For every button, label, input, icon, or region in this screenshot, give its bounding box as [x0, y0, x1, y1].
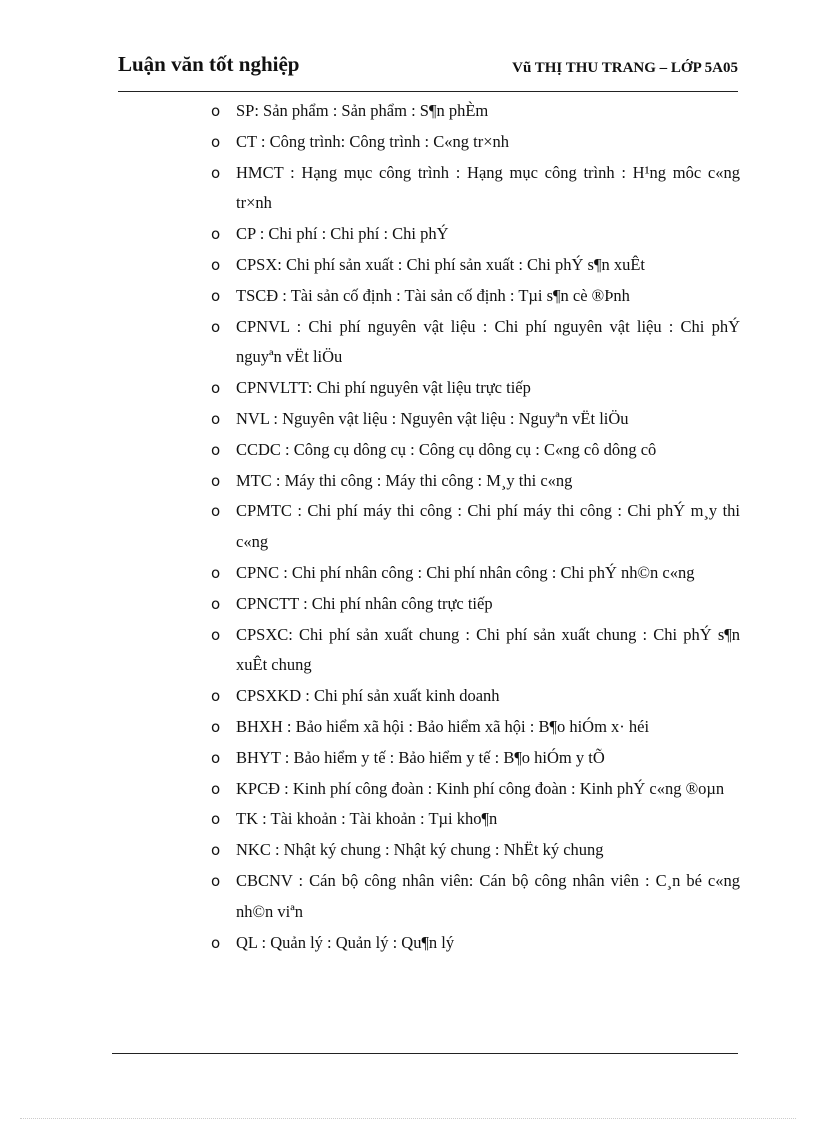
page-bottom-edge [20, 1118, 796, 1119]
list-item-text: BHXH : Bảo hiểm xã hội : Bảo hiểm xã hội : B¶o hiÓm x· héi [236, 716, 650, 736]
list-item-text: CP : Chi phí : Chi phí : Chi phÝ [236, 224, 449, 244]
list-item-text: MTC : Máy thi công : Máy thi công : M¸y thi c«ng [236, 470, 573, 490]
list-item [205, 558, 740, 589]
list-item [205, 219, 740, 250]
list-item-text: TK : Tài khoản : Tài khoản : Tµi kho¶n [236, 809, 498, 829]
header-author: Vũ THỊ THU TRANG – LỚP 5A05 [512, 60, 738, 76]
list-item-text: HMCT : Hạng mục công trình : Hạng mục công trình : H¹ng môc c«ng tr×nh [236, 162, 740, 213]
list-item [205, 774, 740, 805]
list-item-text: BHYT : Bảo hiểm y tế : Bảo hiểm y tế : B¶o hiÓm y tÕ [236, 747, 605, 767]
hollow-bullet-icon: o [211, 717, 221, 736]
list-item [205, 312, 740, 374]
hollow-bullet-icon: o [211, 748, 221, 767]
list-item [205, 589, 740, 620]
list-item-text: CPNVLTT: Chi phí nguyên vật liệu trực tiếp [236, 378, 531, 398]
list-item [205, 158, 740, 220]
list-item-text: CCDC : Công cụ dông cụ : Công cụ dông cụ : C«ng cô dông cô [236, 439, 657, 459]
list-item [205, 681, 740, 712]
hollow-bullet-icon: o [211, 379, 221, 398]
list-item-text: CBCNV : Cán bộ công nhân viên: Cán bộ công nhân viên : C¸n bé c«ng nh©n viªn [236, 870, 740, 921]
hollow-bullet-icon: o [211, 163, 221, 182]
list-item [205, 127, 740, 158]
list-item [205, 743, 740, 774]
list-item [205, 835, 740, 866]
list-item [205, 250, 740, 281]
list-item [205, 804, 740, 835]
hollow-bullet-icon: o [211, 409, 221, 428]
list-item-text: NKC : Nhật ký chung : Nhật ký chung : NhËt ký chung [236, 840, 604, 860]
list-item-text: QL : Quản lý : Quản lý : Qu¶n lý [236, 932, 455, 952]
hollow-bullet-icon: o [211, 594, 221, 613]
list-item-text: CPNCTT : Chi phí nhân công trực tiếp [236, 593, 493, 613]
hollow-bullet-icon: o [211, 471, 221, 490]
hollow-bullet-icon: o [211, 563, 221, 582]
header-title: Luận văn tốt nghiệp [118, 52, 300, 76]
hollow-bullet-icon: o [211, 102, 221, 120]
hollow-bullet-icon: o [211, 933, 221, 952]
list-item [205, 404, 740, 435]
list-item [205, 620, 740, 682]
list-item-text: CT : Công trình: Công trình : C«ng tr×nh [236, 131, 510, 151]
hollow-bullet-icon: o [211, 317, 221, 336]
hollow-bullet-icon: o [211, 625, 221, 644]
list-item-text: CPNVL : Chi phí nguyên vật liệu : Chi phí nguyên vật liệu : Chi phÝ nguyªn vËt liÖu [236, 316, 740, 367]
header-divider [118, 91, 738, 92]
list-item-text: CPNC : Chi phí nhân công : Chi phí nhân công : Chi phÝ nh©n c«ng [236, 562, 695, 582]
hollow-bullet-icon: o [211, 286, 221, 305]
hollow-bullet-icon: o [211, 779, 221, 798]
list-item [205, 281, 740, 312]
list-item [205, 928, 740, 959]
hollow-bullet-icon: o [211, 687, 221, 706]
list-item [205, 96, 740, 127]
page-header [118, 52, 738, 92]
list-item-text: TSCĐ : Tài sản cố định : Tài sản cố định : Tµi s¶n cè ®Þnh [236, 285, 630, 305]
hollow-bullet-icon: o [211, 871, 221, 890]
list-item [205, 866, 740, 928]
list-item-text: CPSXC: Chi phí sản xuất chung : Chi phí sản xuất chung : Chi phÝ s¶n xuÊt chung [236, 624, 740, 675]
list-item-text: SP: Sản phẩm : Sản phẩm : S¶n phÈm [236, 101, 489, 120]
abbreviation-list [205, 96, 740, 958]
list-item-text: CPSXKD : Chi phí sản xuất kinh doanh [236, 686, 500, 706]
list-item [205, 712, 740, 743]
hollow-bullet-icon: o [211, 255, 221, 274]
list-item-text: NVL : Nguyên vật liệu : Nguyên vật liệu : Nguyªn vËt liÖu [236, 408, 629, 428]
hollow-bullet-icon: o [211, 502, 221, 521]
list-item [205, 435, 740, 466]
hollow-bullet-icon: o [211, 841, 221, 860]
hollow-bullet-icon: o [211, 132, 221, 151]
footer-divider [112, 1053, 738, 1054]
list-item [205, 373, 740, 404]
hollow-bullet-icon: o [211, 225, 221, 244]
hollow-bullet-icon: o [211, 810, 221, 829]
list-item-text: CPMTC : Chi phí máy thi công : Chi phí máy thi công : Chi phÝ m¸y thi c«ng [236, 501, 740, 552]
list-item [205, 466, 740, 497]
list-item-text: CPSX: Chi phí sản xuất : Chi phí sản xuất : Chi phÝ s¶n xuÊt [236, 254, 645, 274]
list-item-text: KPCĐ : Kinh phí công đoàn : Kinh phí công đoàn : Kinh phÝ c«ng ®oµn [236, 778, 725, 798]
list-item [205, 496, 740, 558]
hollow-bullet-icon: o [211, 440, 221, 459]
